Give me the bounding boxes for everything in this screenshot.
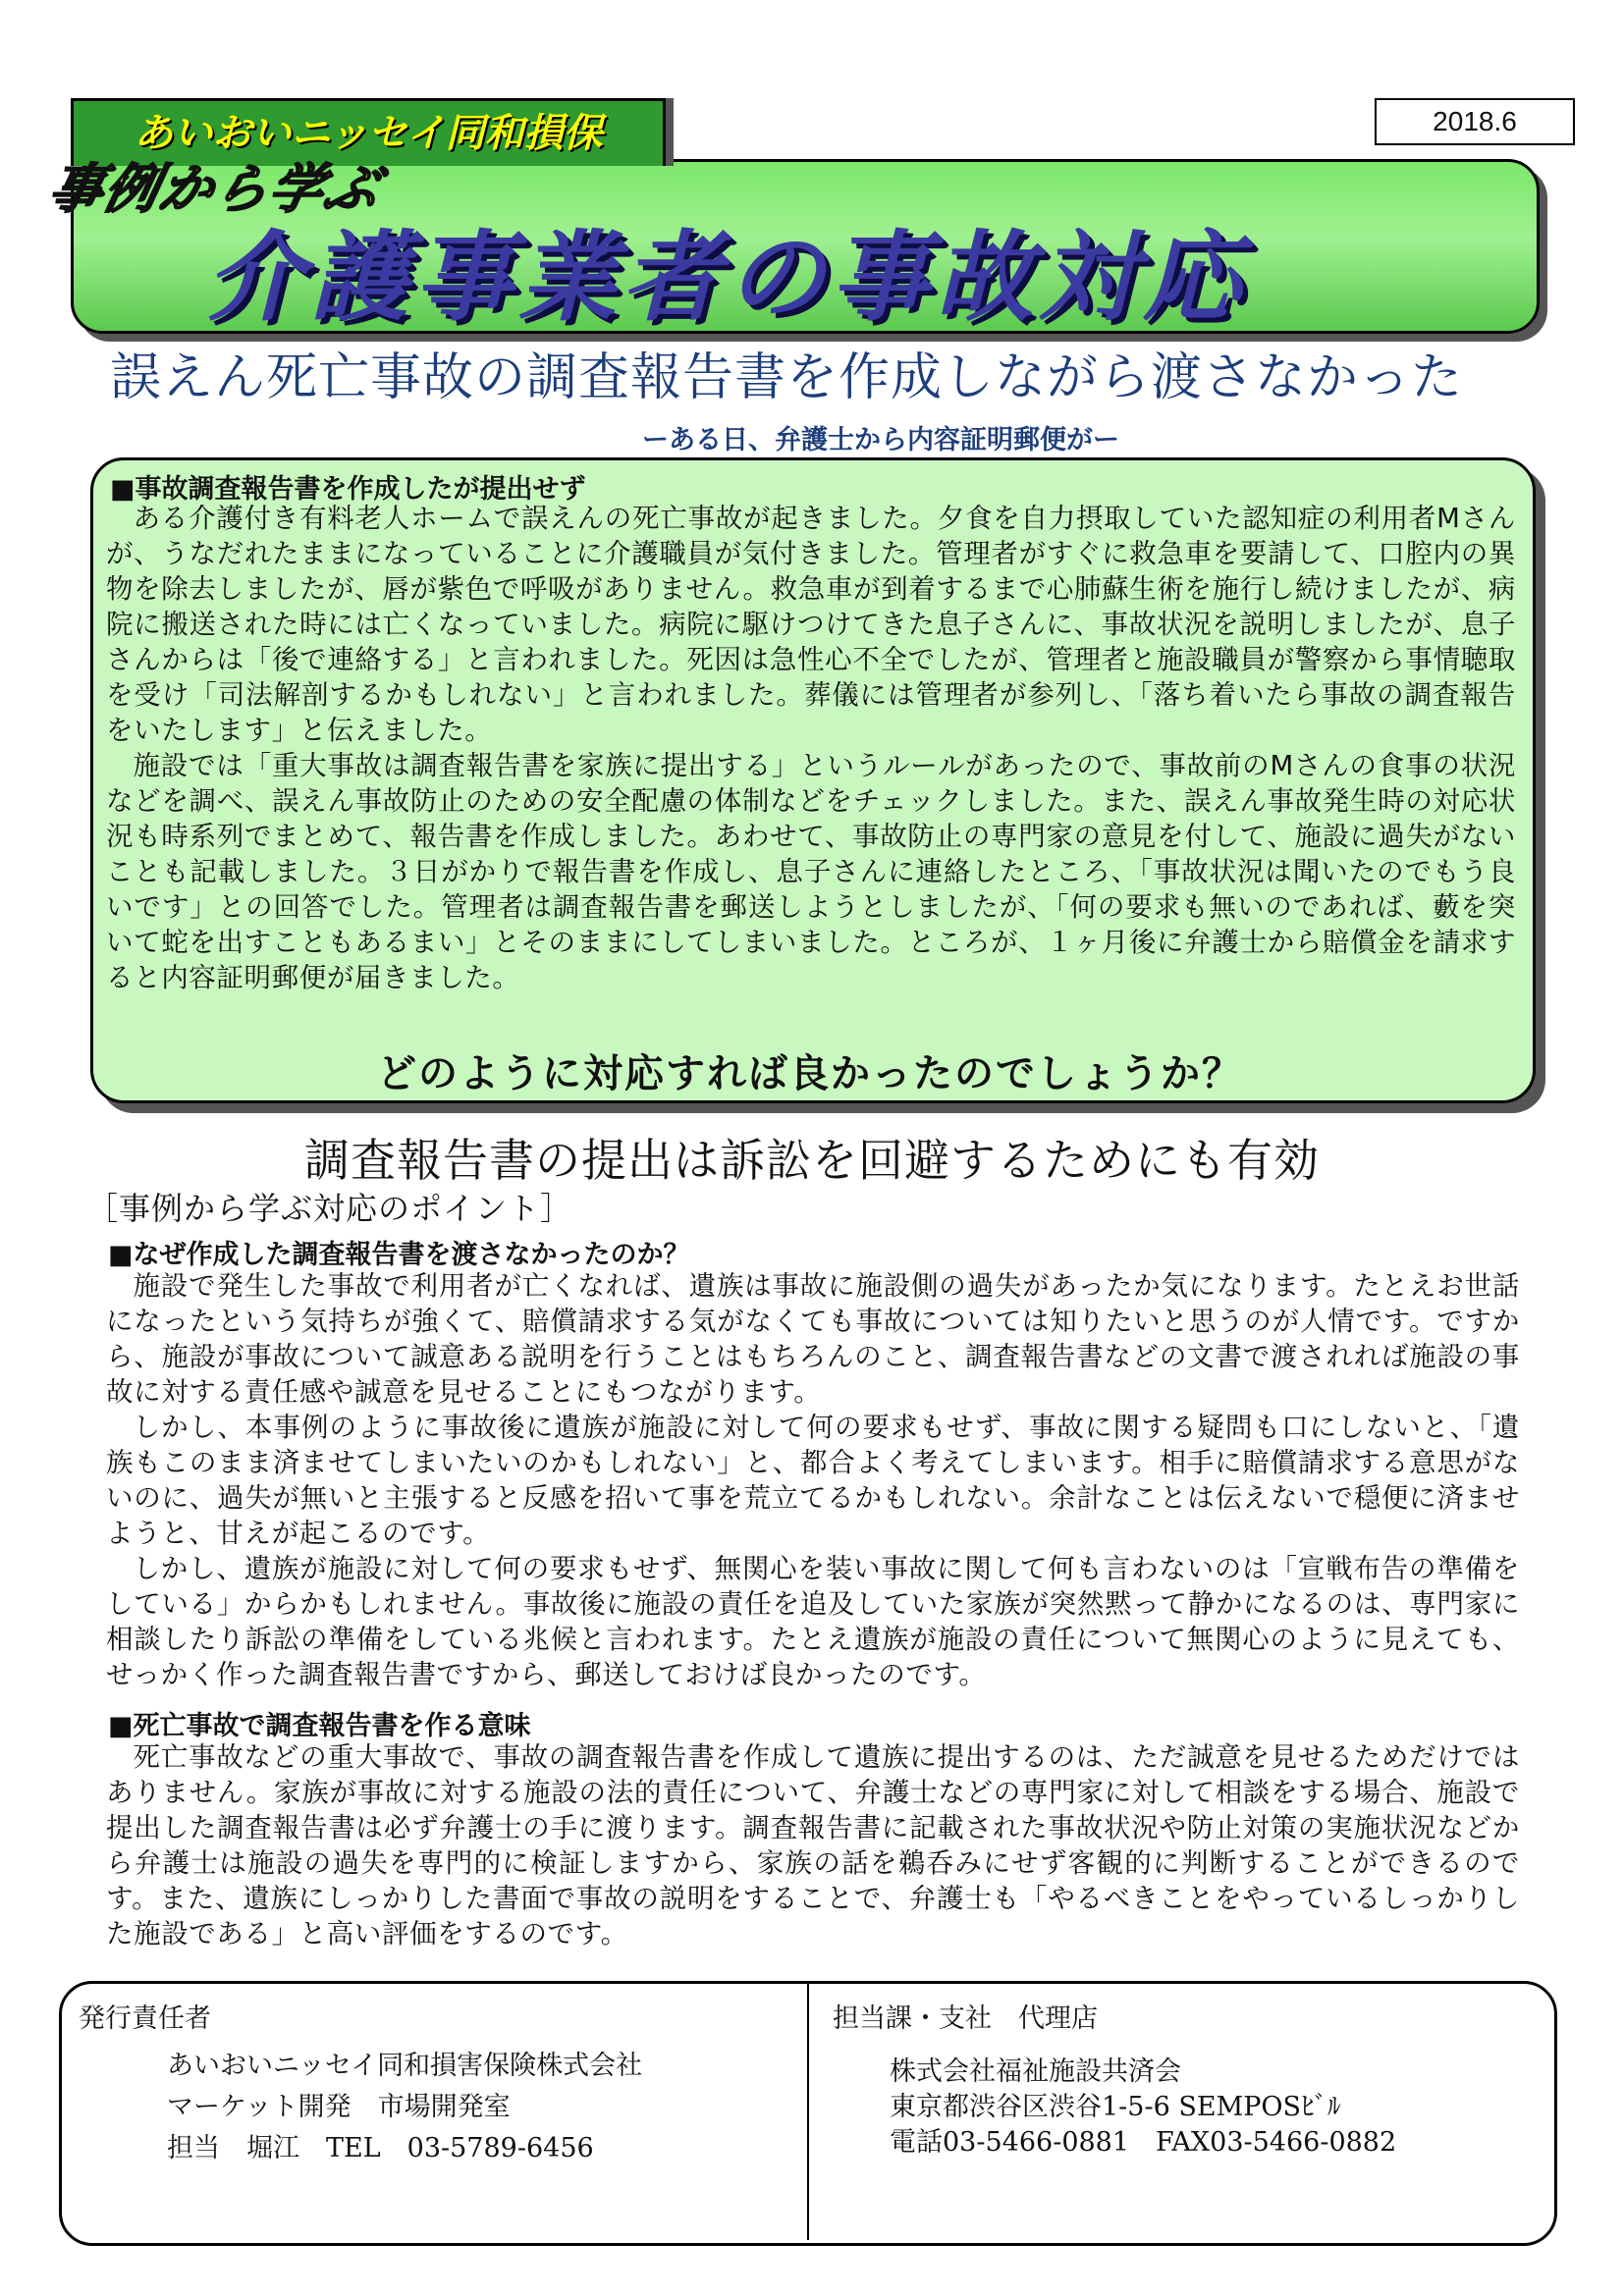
points-heading: ［事例から学ぶ対応のポイント］ xyxy=(86,1190,573,1227)
company-name: あいおいニッセイ同和損保 xyxy=(134,111,603,156)
agency-company: 株式会社福祉施設共済会 xyxy=(890,2056,1181,2087)
section1-body xyxy=(106,1268,1520,1692)
section2-heading: ■死亡事故で調査報告書を作る意味 xyxy=(108,1711,531,1741)
section2-body xyxy=(106,1739,1520,1951)
section2-paragraph: 死亡事故などの重大事故で、事故の調査報告書を作成して遺族に提出するのは、ただ誠意を見せるためだけではありません。家族が事故に対する施設の法的責任について、弁護士などの専門家に対して相談をする場合、施設で提出した調査報告書は必ず弁護士の手に渡ります。調査報告書に記載された事故状況や防止対策の実施状況などから弁護士は施設の過失を専門的に検証しますから、家族の話を鵜呑みにせず客観的に判断することができるのです。また、遺族にしっかりした書面で事故の説明をすることで、弁護士も「やるべきことをやっているしっかりした施設である」と高い評価をするのです。 xyxy=(106,1741,1520,1949)
issue-date: 2018.6 xyxy=(1375,98,1575,145)
article-subheadline: ーある日、弁護士から内容証明郵便がー xyxy=(642,425,1119,455)
footer-divider xyxy=(807,1981,809,2240)
main-title: 介護事業者の事故対応 xyxy=(206,220,1247,335)
section1-paragraph: しかし、本事例のように事故後に遺族が施設に対して何の要求もせず、事故に関する疑問も口にしないと、「遺族もこのまま済ませてしまいたいのかもしれない」と、都合よく考えてしまいます。相手に賠償請求する意思がないのに、過失が無いと主張すると反感を招いて事を荒立てるかもしれない。余計なことは伝えないで穏便に済ませようと、甘えが起こるのです。 xyxy=(106,1412,1520,1549)
agency-phone-fax: 電話03-5466-0881 FAX03-5466-0882 xyxy=(890,2127,1397,2158)
series-subtitle: 事例から学ぶ xyxy=(43,158,387,220)
case-paragraph: ある介護付き有料老人ホームで誤えんの死亡事故が起きました。夕食を自力摂取していた認知症の利用者Mさんが、うなだれたままになっていることに介護職員が気付きました。管理者がすぐに救急車を要請して、口腔内の異物を除去しましたが、唇が紫色で呼吸がありません。救急車が到着するまで心肺蘇生術を施行し続けましたが、病院に搬送された時には亡くなっていました。病院に駆けつけてきた息子さんに、事故状況を説明しましたが、息子さんからは「後で連絡する」と言われました。死因は急性心不全でしたが、管理者と施設職員が警察から事情聴取を受け「司法解剖するかもしれない」と言われました。葬儀には管理者が参列し、「落ち着いたら事故の調査報告をいたします」と伝えました。 xyxy=(106,503,1516,746)
section1-paragraph: 施設で発生した事故で利用者が亡くなれば、遺族は事故に施設側の過失があったか気になります。たとえお世話になったという気持ちが強くて、賠償請求する気がなくても事故については知りたいと思うのが人情です。ですから、施設が事故について誠意ある説明を行うことはもちろんのこと、調査報告書などの文書で渡されれば施設の事故に対する責任感や誠意を見せることにもつながります。 xyxy=(106,1270,1520,1408)
publisher-contact: 担当 堀江 TEL 03-5789-6456 xyxy=(167,2133,594,2163)
section1-heading: ■なぜ作成した調査報告書を渡さなかったのか？ xyxy=(108,1240,690,1270)
publisher-label: 発行責任者 xyxy=(79,2003,211,2034)
section1-paragraph: しかし、遺族が施設に対して何の要求もせず、無関心を装い事故に関して何も言わないのは「宣戦布告の準備をしている」からかもしれません。事故後に施設の責任を追及していた家族が突然黙って静かになるのは、専門家に相談したり訴訟の準備をしている兆候と言われます。たとえ遺族が施設の責任について無関心のように見えても、せっかく作った調査報告書ですから、郵送しておけば良かったのです。 xyxy=(106,1553,1520,1690)
agency-address: 東京都渋谷区渋谷1-5-6 SEMPOSﾋﾞﾙ xyxy=(890,2092,1341,2122)
article-headline: 誤えん死亡事故の調査報告書を作成しながら渡さなかった xyxy=(110,348,1464,407)
case-heading: ■事故調査報告書を作成したが提出せず xyxy=(110,474,586,505)
case-paragraph: 施設では「重大事故は調査報告書を家族に提出する」というルールがあったので、事故前のMさんの食事の状況などを調べ、誤えん事故防止のための安全配慮の体制などをチェックしました。また、誤えん事故発生時の対応状況も時系列でまとめて、報告書を作成しました。あわせて、事故防止の専門家の意見を付して、施設に過失がないことも記載しました。３日がかりで報告書を作成し、息子さんに連絡したところ、「事故状況は聞いたのでもう良いです」との回答でした。管理者は調査報告書を郵送しようとしましたが、「何の要求も無いのであれば、藪を突いて蛇を出すこともあるまい」とそのままにしてしまいました。ところが、１ヶ月後に弁護士から賠償金を請求すると内容証明郵便が届きました。 xyxy=(106,750,1516,993)
agency-label: 担当課・支社 代理店 xyxy=(833,2003,1098,2034)
publisher-company: あいおいニッセイ同和損害保険株式会社 xyxy=(167,2051,643,2081)
case-body xyxy=(106,501,1516,995)
publisher-department: マーケット開発 市場開発室 xyxy=(167,2092,511,2122)
case-question: どのように対応すれば良かったのでしょうか？ xyxy=(377,1051,1243,1096)
answer-title: 調査報告書の提出は訴訟を回避するためにも有効 xyxy=(304,1134,1320,1187)
